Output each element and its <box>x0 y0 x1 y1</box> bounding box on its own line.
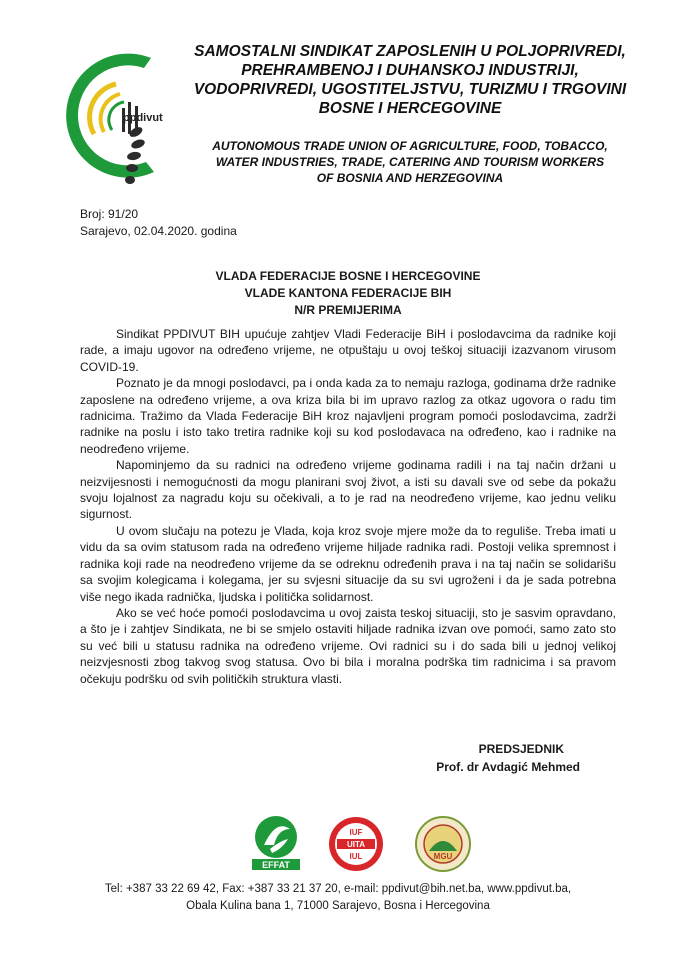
iul-label: IUL <box>349 852 363 861</box>
body-paragraph: Ako se već hoće pomoći poslodavcima u ovoj zaista teskoj situaciji, sto je sasvim opravdano, a što je i zahtjev Sindikata, ne bi se smjelo ostaviti hiljade radnika izvan ove pomoći, samo zato sto su već bili u statusu radnika na određeno vrijeme. Ovi radnici su i do sada bili u jednoj velikoj neizvjesnosti zbog takvog svog statusa. Ovo bi bila i moralna podrška tim radnicima i sa pravom očekuju podršku od svih političkih struktura vlasti. <box>80 605 616 686</box>
body-paragraph: U ovom slučaju na potezu je Vlada, koja kroz svoje mjere može da to reguliše. Treba imati u vidu da sa ovim statusom rada na određeno vrijeme hiljade radnika radi. Postoji velika spremnost i radnika koji rade na neodređeno vrijeme da se odreknu određenih prava i na taj način se solidarišu sa svojim kolegicama i kolegama, jer su svjesni situacije da su svi ugroženi i da je sada potrebna više nego ikada radnička, ljudska i politička solidarnost. <box>80 523 616 604</box>
footer-contact <box>40 881 636 915</box>
regional-union-logo-icon <box>414 815 472 873</box>
signature-role: PREDSJEDNIK <box>478 742 564 756</box>
subtitle-line: OF BOSNIA AND HERZEGOVINA <box>316 171 504 185</box>
uita-label: UITA <box>346 840 366 849</box>
logo-wordmark: ppdivut <box>123 112 163 124</box>
contact-line: Tel: +387 33 22 69 42, Fax: +387 33 21 37 20, e-mail: ppdivut@bih.net.ba, www.ppdivut.ba, <box>104 883 572 895</box>
ppdivut-logo-icon <box>46 44 186 194</box>
addressee-line: VLADE KANTONA FEDERACIJE BIH <box>244 286 452 300</box>
effat-logo-icon <box>250 815 302 871</box>
body-paragraph: Poznato je da mnogi poslodavci, pa i onda kada za to nemaju razloga, godinama drže radnike zaposlene na određeno vrijeme, a ova kriza bila bi im upravo razlog za otkaz ugovora o radu tim radnicima. Tražimo da Vlada Federacije BiH kroz najavljeni program pomoći poslodavcima, zadrži radnike na poslu i isto tako tretira radnike koji su kod poslodavaca na ođređeno, kao i radnike na neodređeno vrijeme. <box>80 376 616 456</box>
body-paragraph: Napominjemo da su radnici na određeno vrijeme godinama radili i na taj način držani u neizvijesnosti i nemogućnosti da mogu planirani svoj život, a isti su davali sve od sebe da pokažu svoju lojalnost za nagradu koju su očekivali, a to je rad na neodređeno vrijeme, kao jednu veliku sigurnost. <box>80 458 616 522</box>
address-line: Obala Kulina bana 1, 71000 Sarajevo, Bosna i Hercegovina <box>186 900 490 912</box>
title-line: VODOPRIVREDI, UGOSTITELJSTVU, TURIZMU I TRGOVINI <box>193 81 627 98</box>
organization-subtitle <box>170 138 650 186</box>
addressee-line: N/R PREMIJERIMA <box>294 303 402 317</box>
signature-block <box>436 740 580 776</box>
addressee-block <box>80 268 616 319</box>
organization-title <box>170 42 650 118</box>
title-line: PREHRAMBENOJ I DUHANSKOJ INDUSTRIJI, <box>241 62 579 79</box>
title-line: BOSNE I HERCEGOVINE <box>318 100 502 117</box>
subtitle-line: AUTONOMOUS TRADE UNION OF AGRICULTURE, FOOD, TOBACCO, <box>212 139 608 153</box>
signature-name: Prof. dr Avdagić Mehmed <box>436 760 580 774</box>
subtitle-line: WATER INDUSTRIES, TRADE, CATERING AND TOURISM WORKERS <box>215 155 605 169</box>
regional-union-label: MGU <box>433 852 453 861</box>
body-paragraph: Sindikat PPDIVUT BIH upućuje zahtjev Vladi Federacije BiH i poslodavcima da radnike koji rade, a imaju ugovor na određeno vrijeme, ne otpuštaju u ovoj teškoj situaciji izazvanom virusom COVID-19. <box>80 327 616 374</box>
iuf-logo-icon <box>327 815 385 873</box>
reference-block <box>80 206 237 240</box>
addressee-line: VLADA FEDERACIJE BOSNE I HERCEGOVINE <box>215 269 481 283</box>
reference-number: Broj: 91/20 <box>80 207 139 221</box>
partner-logos <box>0 815 676 875</box>
place-date: Sarajevo, 02.04.2020. godina <box>80 224 237 238</box>
effat-label: EFFAT <box>262 860 290 870</box>
title-line: SAMOSTALNI SINDIKAT ZAPOSLENIH U POLJOPRIVREDI, <box>194 43 626 60</box>
iuf-label: IUF <box>349 828 363 837</box>
letter-body <box>80 326 616 687</box>
